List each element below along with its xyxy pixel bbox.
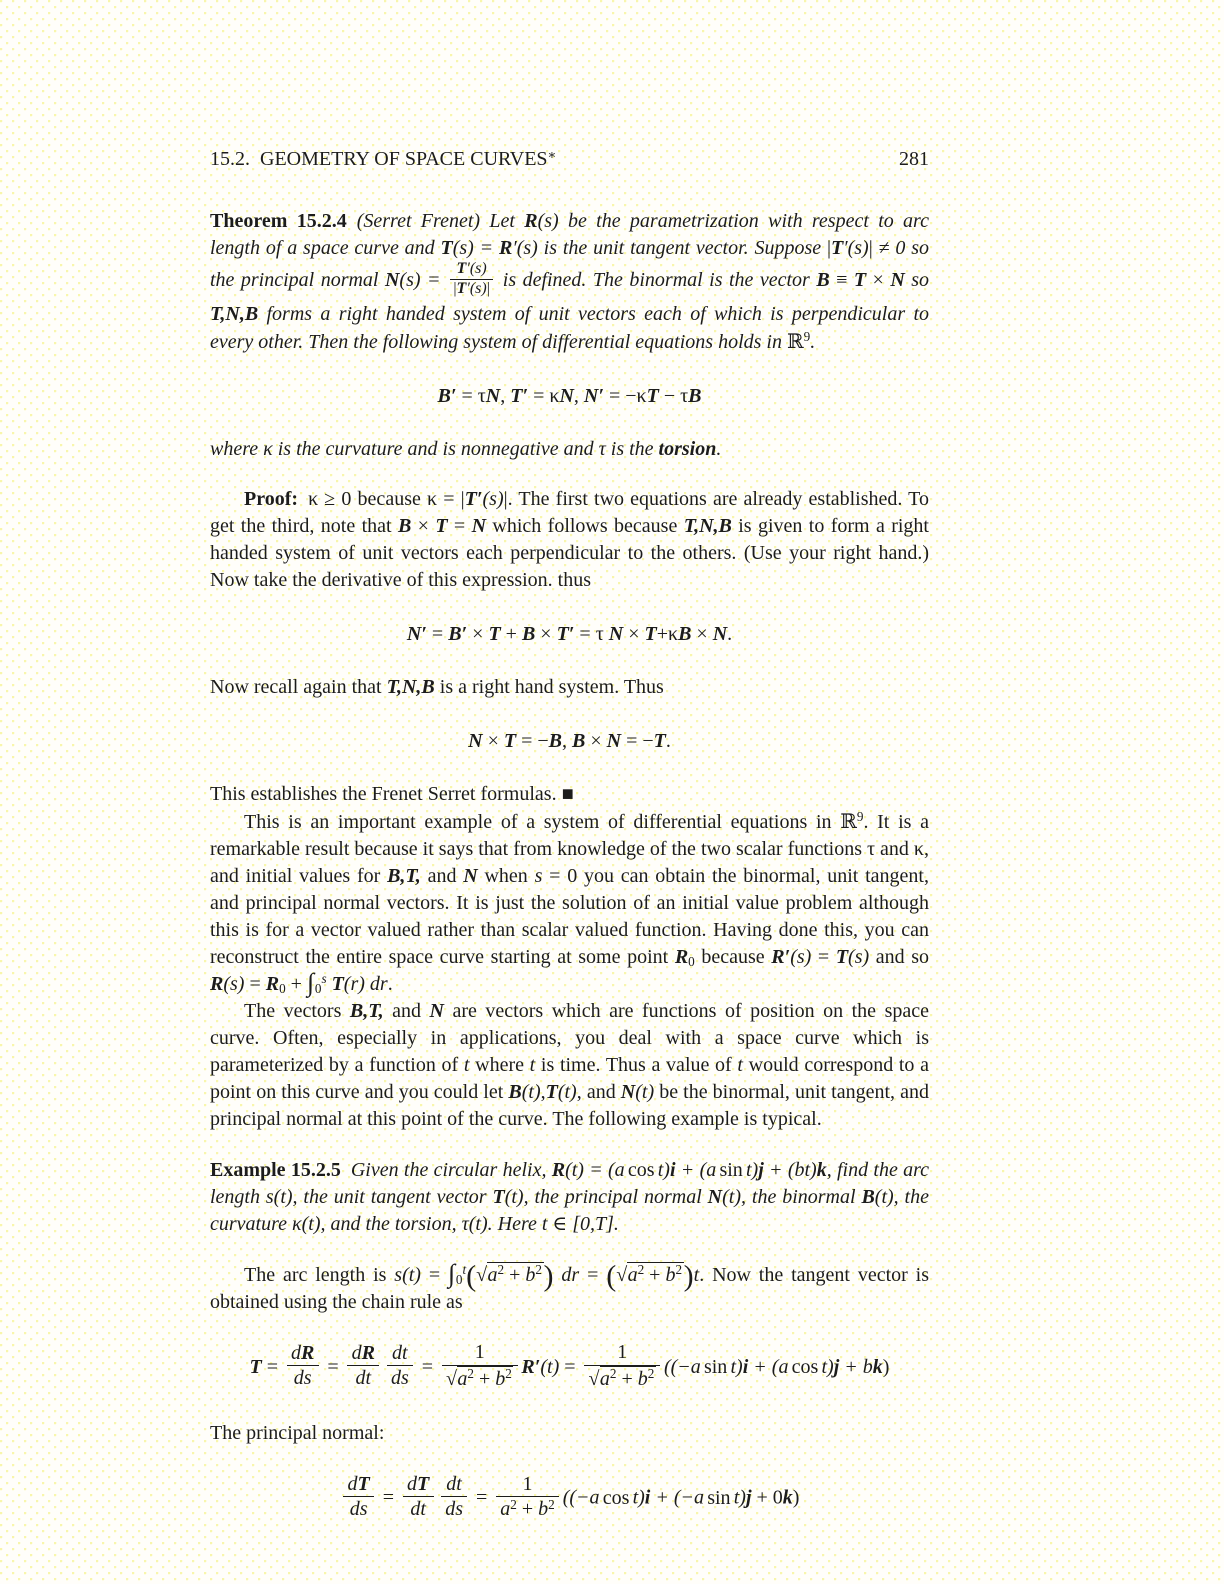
section-header: 15.2. GEOMETRY OF SPACE CURVES∗ (210, 146, 557, 170)
proof-paragraph: Proof: κ ≥ 0 because κ = |T′(s)|. The first two equations are already established. To get the third, note that B × T = N which follows because T,N,B is given to form a right handed system of unit vectors each perpendicular to the others. (Use your right hand.) Now take the derivative of this expression. thus (210, 487, 930, 591)
torsion-note: where κ is the curvature and is nonnegative and τ is the torsion. (210, 437, 722, 460)
paragraph-vectors-btn: The vectors B,T, and N are vectors which are functions of position on the space curve. Often, especially in applications, you deal with a space curve which is parameterized by a function of t where t is time. Thus a value of t would correspond to a point on this curve and you could let B(t),T(t), and N(t) be the binormal, unit tangent, and principal normal at this point of the curve. The following example is typical. (210, 999, 929, 1130)
paragraph-ode-r9: This is an important example of a system of differential equations in ℝ$^9$. It is a remarkable result because it says that from knowledge of the two scalar functions τ and κ, and initial values for B,T, and N when s = 0 you can obtain the binormal, unit tangent, and principal normal vectors. It is just the solution of an initial value problem although this is for a vector valued rather than scalar valued function. Having done this, you can reconstruct the entire space curve starting at some point R0 because R′(s) = T(s) and so $R(s) = R0 + \int 0^s$ T(r) dr. (210, 808, 930, 998)
qed-line: This establishes the Frenet Serret formulas. ■ (210, 782, 574, 805)
page-content (210, 148, 929, 1551)
theorem-15-2-4: Theorem 15.2.4 (Serret Frenet) Let R(s) be the parametrization with respect to arc length of a space curve and T(s) = R′(s) is the unit tangent vector. Suppose |T′(s)| ≠ 0 so the principal normal N(s) = $\frac{T'(s)}{|T'(s)|}$ is defined. The binormal is the vector B ≡ T × N so T,N,B forms a right handed system of unit vectors each of which is perpendicular to every other. Then the following system of differential equations holds in ℝ$^9$. (210, 210, 930, 353)
equation-cross-products: N × T = −B, B × N = −T. (468, 729, 671, 752)
equation-frenet-system: B′ = τN, T′ = κN, N′ = −κT − τB (437, 384, 702, 407)
equation-principal-normal: $\frac{dT}{ds}$ = $\frac{dT}{dt}$ $\frac{dt}{ds}$ = $\frac{1}{a^2 + b^2}$ ((−a cos t)i + (−a sin t)j + 0k) (210, 1474, 929, 1524)
equation-n-prime-derivation: N′ = B′ × T + B × T′ = τ N × T+κB × N. (406, 622, 733, 645)
example-15-2-5: Example 15.2.5 Given the circular helix, R(t) = (a cos t)i + (a sin t)j + (bt)k, find the arc length s(t), the unit tangent vector T(t), the principal normal N(t), the binormal B(t), the curvature κ(t), and the torsion, τ(t). Here t ∈ [0,T]. (210, 1158, 930, 1235)
principal-normal-label: The principal normal: (210, 1422, 385, 1445)
paragraph-arc-length: The arc length is $s(t) = \int 0^t(√a^2 + b^2)$ dr = $(√a^2 + b^2)t$. Now the tangent vector is obtained using the chain rule as (210, 1259, 929, 1313)
page-number: 281 (899, 148, 929, 170)
equation-unit-tangent: T = $\frac{dR}{ds}$ = $\frac{dR}{dt}$ $\frac{dt}{ds}$ = $\frac{1}{√a^2 + b^2}$ R′(t) = $\frac{1}{√a^2 + b^2}$ ((−a sin t)i + (a cos t)j + bk) (249, 1341, 890, 1390)
running-header (210, 148, 929, 171)
recall-right-hand-line: Now recall again that T,N,B is a right hand system. Thus (210, 675, 664, 698)
